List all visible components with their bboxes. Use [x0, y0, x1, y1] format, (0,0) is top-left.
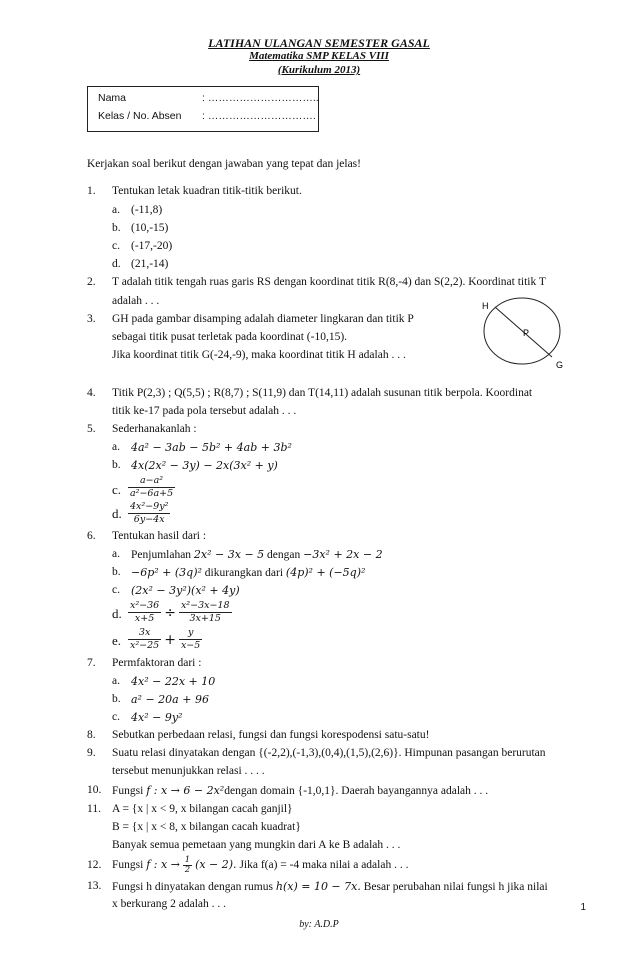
text: Fungsi — [112, 785, 144, 797]
question-text-cont: sebagai titik pusat terletak pada koordinat (-10,15). — [112, 331, 348, 343]
option-letter: c. — [112, 711, 120, 723]
question-number: 3. — [87, 313, 96, 325]
option-text: (10,-15) — [131, 222, 169, 234]
option-letter: d. — [112, 258, 121, 270]
question-number: 2. — [87, 276, 96, 288]
question-number: 9. — [87, 747, 96, 759]
numerator: y — [179, 627, 202, 640]
numerator: a−a² — [128, 475, 175, 488]
question-number: 11. — [87, 803, 101, 815]
option-letter: a. — [112, 675, 120, 687]
question-number: 4. — [87, 387, 96, 399]
question-text-cont: B = {x | x < 8, x bilangan cacah kuadrat} — [112, 821, 301, 833]
option-text: (-17,-20) — [131, 240, 173, 252]
denominator: x+5 — [134, 613, 155, 624]
numerator: x²−36 — [130, 600, 160, 611]
plus-operator: + — [164, 631, 176, 648]
option-letter: c. — [112, 482, 122, 497]
numerator: x²−3x−18 — [180, 600, 230, 611]
expression: h(x) = 10 − 7x. — [275, 880, 361, 893]
question-text: Sebutkan perbedaan relasi, fungsi dan fungsi korespodensi satu-satu! — [112, 729, 430, 741]
question-text: T adalah titik tengah ruas garis RS dengan koordinat titik R(8,-4) dan S(2,2). Koordinat titik T — [112, 276, 546, 288]
option-text: (21,-14) — [131, 258, 169, 270]
denominator: 2 — [184, 865, 191, 875]
label-p: P — [523, 328, 530, 338]
denominator: x−5 — [180, 640, 201, 651]
text: dengan domain {-1,0,1}. Daerah bayangannya adalah . . . — [224, 785, 489, 797]
question-number: 1. — [87, 185, 96, 197]
numerator: 1 — [184, 855, 191, 865]
option-text: (-11,8) — [131, 204, 163, 216]
text: Penjumlahan — [131, 549, 192, 561]
fraction — [179, 600, 232, 625]
question-number: 5. — [87, 423, 96, 435]
fraction — [128, 600, 161, 625]
option-letter: a. — [112, 441, 120, 453]
identity-box — [87, 86, 319, 132]
page-title: LATIHAN ULANGAN SEMESTER GASAL — [208, 36, 430, 50]
option-letter: e. — [112, 633, 122, 648]
text: dikurangkan dari — [204, 567, 284, 579]
question-number: 10. — [87, 784, 102, 796]
name-field: : ………………………….. — [202, 92, 319, 104]
expression: (2x² − 3y²)(x² + 4y) — [131, 584, 240, 597]
expression: f : x → 6 − 2x² — [146, 784, 225, 797]
denominator: a²−6a+5 — [130, 488, 174, 499]
text: Jika f(a) = -4 maka nilai a adalah . . . — [239, 859, 409, 872]
page-number: 1 — [580, 902, 586, 913]
circle-diagram — [478, 290, 568, 370]
fraction — [128, 627, 161, 652]
question-text-cont: x berkurang 2 adalah . . . — [112, 898, 227, 910]
option-letter: a. — [112, 548, 120, 560]
option-letter: c. — [112, 240, 120, 252]
question-number: 6. — [87, 530, 96, 542]
curriculum-label: (Kurikulum 2013) — [277, 64, 361, 76]
question-text: Titik P(2,3) ; Q(5,5) ; R(8,7) ; S(11,9) dan T(14,11) adalah susunan titik berpola. Koordinat — [112, 387, 533, 399]
question-text-cont: tersebut menunjukkan relasi . . . . — [112, 765, 265, 777]
divide-operator: ÷ — [164, 604, 176, 621]
question-text: Suatu relasi dinyatakan dengan {(-2,2),(-1,3),(0,4),(1,5),(2,6)}. Himpunan pasangan berurutan — [112, 747, 546, 759]
expression: 2x² − 3x − 5 — [193, 548, 265, 561]
instruction: Kerjakan soal berikut dengan jawaban yang tepat dan jelas! — [87, 158, 361, 170]
option-letter: b. — [112, 693, 121, 705]
expression: 4x² − 9y² — [131, 711, 183, 724]
question-text-cont: Banyak semua pemetaan yang mungkin dari A ke B adalah . . . — [112, 839, 401, 851]
fraction — [183, 856, 192, 875]
numerator: 3x — [128, 627, 161, 640]
option-letter: a. — [112, 204, 120, 216]
question-text: Tentukan letak kuadran titik-titik berikut. — [112, 185, 302, 197]
question-number: 7. — [87, 657, 96, 669]
question-text: Permfaktoran dari : — [112, 657, 202, 669]
expression: 4x² − 22x + 10 — [131, 675, 216, 688]
footer-author: by: A.D.P — [299, 919, 339, 930]
denominator: x²−25 — [130, 640, 160, 651]
numerator: 4x²−9y² — [130, 501, 169, 512]
option-letter: b. — [112, 222, 121, 234]
label-g: G — [556, 360, 564, 370]
fraction — [179, 627, 202, 652]
question-text: A = {x | x < 9, x bilangan cacah ganjil} — [112, 803, 293, 815]
page-subtitle: Matematika SMP KELAS VIII — [249, 50, 389, 62]
option-letter: b. — [112, 459, 121, 471]
fraction — [128, 475, 175, 500]
expression: −6p² + (3q)² — [131, 566, 202, 579]
expression: 4x(2x² − 3y) − 2x(3x² + y) — [131, 459, 278, 472]
expression: −3x² + 2x − 2 — [303, 548, 383, 561]
class-field: : …………………………. — [202, 110, 316, 122]
question-number: 12. — [87, 859, 102, 871]
question-text-cont: adalah . . . — [112, 295, 160, 307]
question-number: 8. — [87, 729, 96, 741]
expression: (4p)² + (−5q)² — [285, 566, 366, 579]
expression: a² − 20a + 96 — [131, 693, 209, 706]
question-text: Tentukan hasil dari : — [112, 530, 207, 542]
label-h: H — [482, 301, 489, 311]
denominator: 6y−4x — [133, 514, 165, 525]
text: Fungsi h dinyatakan dengan rumus — [112, 881, 273, 893]
question-text: Sederhanakanlah : — [112, 423, 197, 435]
class-label: Kelas / No. Absen — [98, 110, 182, 122]
expression: 4a² − 3ab − 5b² + 4ab + 3b² — [131, 441, 292, 454]
option-letter: c. — [112, 584, 120, 596]
option-letter: b. — [112, 566, 121, 578]
fraction — [128, 501, 170, 526]
name-label: Nama — [98, 92, 127, 104]
option-letter: d. — [112, 506, 122, 521]
text: dengan — [267, 549, 301, 561]
question-text-cont: Jika koordinat titik G(-24,-9), maka koordinat titik H adalah . . . — [112, 349, 406, 361]
question-text-cont: titik ke-17 pada pola tersebut adalah . . . — [112, 405, 297, 417]
question-number: 13. — [87, 880, 102, 892]
option-letter: d. — [112, 606, 122, 621]
expression: f : x → — [146, 858, 180, 872]
text: Besar perubahan nilai fungsi h jika nilai — [363, 881, 548, 893]
question-text: GH pada gambar disamping adalah diameter lingkaran dan titik P — [112, 313, 414, 325]
text: Fungsi — [112, 859, 144, 872]
denominator: 3x+15 — [189, 613, 221, 624]
expression: (x − 2). — [195, 858, 237, 872]
